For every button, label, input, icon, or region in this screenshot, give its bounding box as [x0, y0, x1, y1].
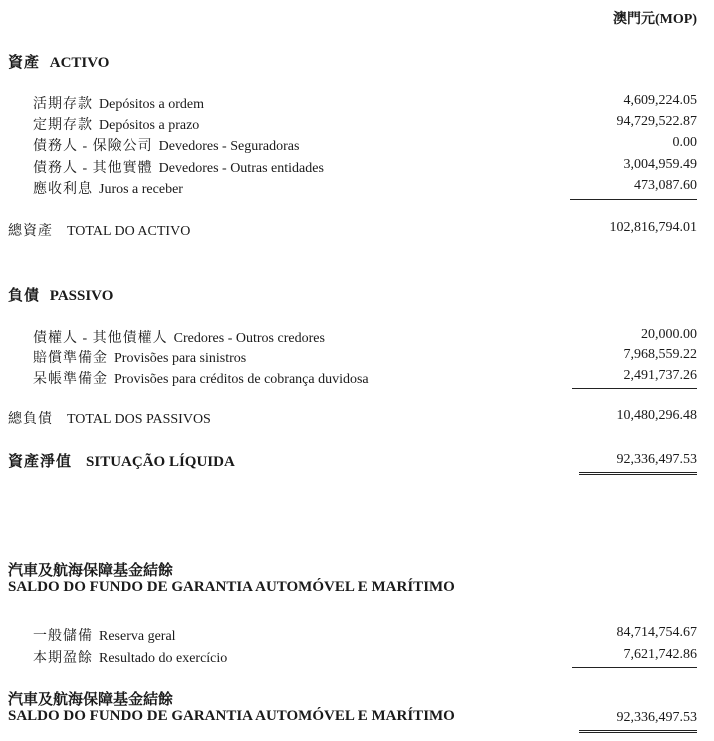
asset-item-pt: Devedores - Seguradoras	[158, 139, 300, 154]
assets-total-value: 102,816,794.01	[609, 220, 697, 235]
assets-heading-zh: 資產	[8, 55, 41, 71]
liability-item-zh: 呆帳準備金	[33, 372, 108, 387]
asset-item-zh: 債務人 - 其他實體	[33, 161, 153, 176]
liability-item-pt: Credores - Outros credores	[173, 331, 325, 346]
asset-item-pt: Devedores - Outras entidades	[158, 161, 324, 176]
liabilities-total-value: 10,480,296.48	[616, 408, 697, 423]
assets-total-zh: 總資產	[8, 224, 53, 239]
asset-item-value: 0.00	[672, 135, 697, 150]
fund-item-zh: 一般儲備	[33, 629, 93, 644]
asset-item-zh: 債務人 - 保險公司	[33, 139, 153, 154]
asset-item-label	[33, 178, 183, 198]
asset-item-value: 94,729,522.87	[616, 114, 697, 129]
fund-item-label	[33, 625, 176, 645]
net-position-label	[8, 450, 235, 471]
currency-label: 澳門元(MOP)	[613, 12, 697, 27]
fund-item-label	[33, 647, 227, 667]
liability-item-label	[33, 368, 369, 388]
liability-item-value: 7,968,559.22	[623, 347, 697, 362]
asset-item-pt: Depósitos a ordem	[99, 97, 204, 112]
liability-item-pt: Provisões para créditos de cobrança duvidosa	[114, 372, 369, 387]
fund-total-zh: 汽車及航海保障基金結餘	[8, 692, 174, 708]
liability-item-pt: Provisões para sinistros	[114, 351, 247, 366]
total-double-rule	[579, 472, 697, 475]
total-double-rule	[579, 730, 697, 733]
liability-item-label	[33, 347, 246, 367]
asset-item-zh: 活期存款	[33, 97, 93, 112]
liability-item-zh: 債權人 - 其他債權人	[33, 331, 168, 346]
liabilities-heading-zh: 負債	[8, 288, 41, 304]
liabilities-total-pt: TOTAL DOS PASSIVOS	[67, 412, 211, 427]
liability-item-value: 20,000.00	[641, 327, 697, 342]
fund-item-value: 7,621,742.86	[623, 647, 697, 662]
assets-total-pt: TOTAL DO ACTIVO	[67, 224, 191, 239]
subtotal-rule	[570, 199, 697, 200]
subtotal-rule	[572, 667, 697, 668]
assets-heading-pt: ACTIVO	[49, 55, 110, 71]
fund-heading-zh: 汽車及航海保障基金結餘	[8, 563, 174, 579]
asset-item-pt: Depósitos a prazo	[99, 118, 200, 133]
fund-item-value: 84,714,754.67	[616, 625, 697, 640]
fund-total-value: 92,336,497.53	[616, 710, 697, 725]
fund-item-pt: Resultado do exercício	[99, 651, 228, 666]
liability-item-value: 2,491,737.26	[623, 368, 697, 383]
net-position-pt: SITUAÇÃO LÍQUIDA	[86, 454, 235, 470]
net-position-value: 92,336,497.53	[616, 452, 697, 467]
assets-heading	[8, 51, 109, 72]
net-position-zh: 資產淨值	[8, 454, 73, 470]
asset-item-label	[33, 157, 324, 177]
asset-item-label	[33, 135, 299, 155]
fund-heading-pt: SALDO DO FUNDO DE GARANTIA AUTOMÓVEL E MARÍTIMO	[8, 579, 455, 595]
liabilities-total-label	[8, 408, 211, 428]
liabilities-heading	[8, 284, 113, 305]
liability-item-zh: 賠償準備金	[33, 351, 108, 366]
asset-item-zh: 定期存款	[33, 118, 93, 133]
asset-item-label	[33, 114, 199, 134]
fund-item-zh: 本期盈餘	[33, 651, 93, 666]
subtotal-rule	[572, 388, 697, 389]
asset-item-value: 473,087.60	[634, 178, 697, 193]
assets-total-label	[8, 220, 190, 240]
liabilities-heading-pt: PASSIVO	[49, 288, 114, 304]
liabilities-total-zh: 總負債	[8, 412, 53, 427]
asset-item-zh: 應收利息	[33, 182, 93, 197]
asset-item-label	[33, 93, 204, 113]
liability-item-label	[33, 327, 325, 347]
asset-item-value: 4,609,224.05	[623, 93, 697, 108]
fund-total-pt: SALDO DO FUNDO DE GARANTIA AUTOMÓVEL E MARÍTIMO	[8, 708, 455, 724]
fund-item-pt: Reserva geral	[99, 629, 176, 644]
asset-item-value: 3,004,959.49	[623, 157, 697, 172]
asset-item-pt: Juros a receber	[99, 182, 183, 197]
